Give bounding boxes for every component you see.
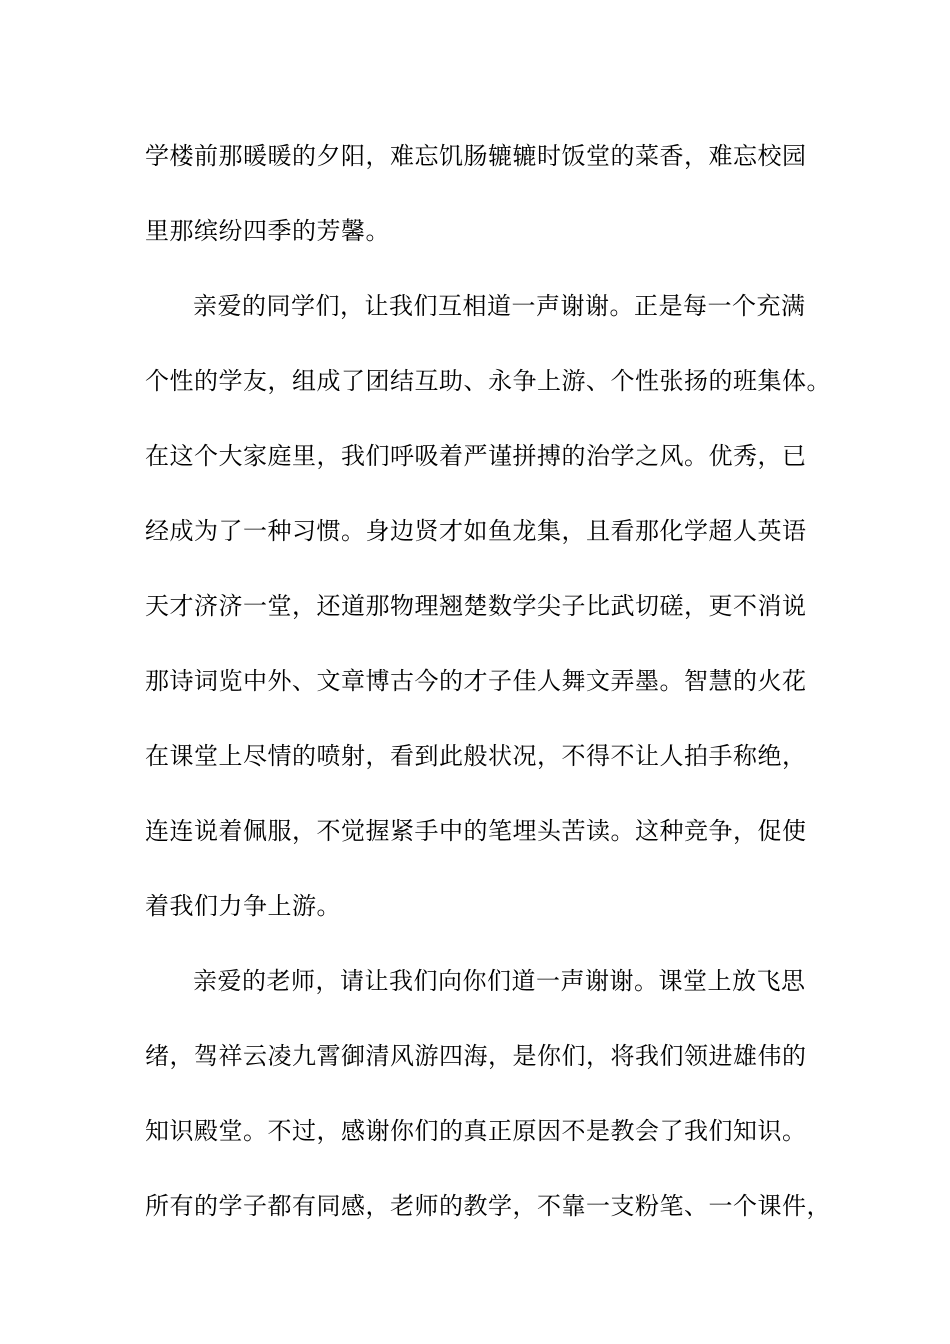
paragraph-start-line: 亲爱的同学们，让我们互相道一声谢谢。正是每一个充满 <box>193 292 806 320</box>
document-body <box>145 132 831 1257</box>
text-line: 知识殿堂。不过，感谢你们的真正原因不是教会了我们知识。 <box>145 1117 807 1145</box>
text-line: 绪，驾祥云凌九霄御清风游四海，是你们，将我们领进雄伟的 <box>145 1042 807 1070</box>
text-line: 着我们力争上游。 <box>145 892 341 920</box>
text-line: 那诗词览中外、文章博古今的才子佳人舞文弄墨。智慧的火花 <box>145 667 807 695</box>
text-line: 经成为了一种习惯。身边贤才如鱼龙集，且看那化学超人英语 <box>145 517 807 545</box>
text-line: 连连说着佩服，不觉握紧手中的笔埋头苦读。这种竞争，促使 <box>145 817 807 845</box>
text-line: 所有的学子都有同感，老师的教学，不靠一支粉笔、一个课件， <box>145 1192 831 1220</box>
text-line: 在这个大家庭里，我们呼吸着严谨拼搏的治学之风。优秀，已 <box>145 442 807 470</box>
text-line: 个性的学友，组成了团结互助、永争上游、个性张扬的班集体。 <box>145 367 831 395</box>
text-line: 学楼前那暖暖的夕阳，难忘饥肠辘辘时饭堂的菜香，难忘校园 <box>145 142 807 170</box>
paragraph-start-line: 亲爱的老师，请让我们向你们道一声谢谢。课堂上放飞思 <box>193 967 806 995</box>
text-line: 里那缤纷四季的芳馨。 <box>145 217 390 245</box>
text-line: 天才济济一堂，还道那物理翘楚数学尖子比武切磋，更不消说 <box>145 592 807 620</box>
text-line: 在课堂上尽情的喷射，看到此般状况，不得不让人拍手称绝， <box>145 742 807 770</box>
